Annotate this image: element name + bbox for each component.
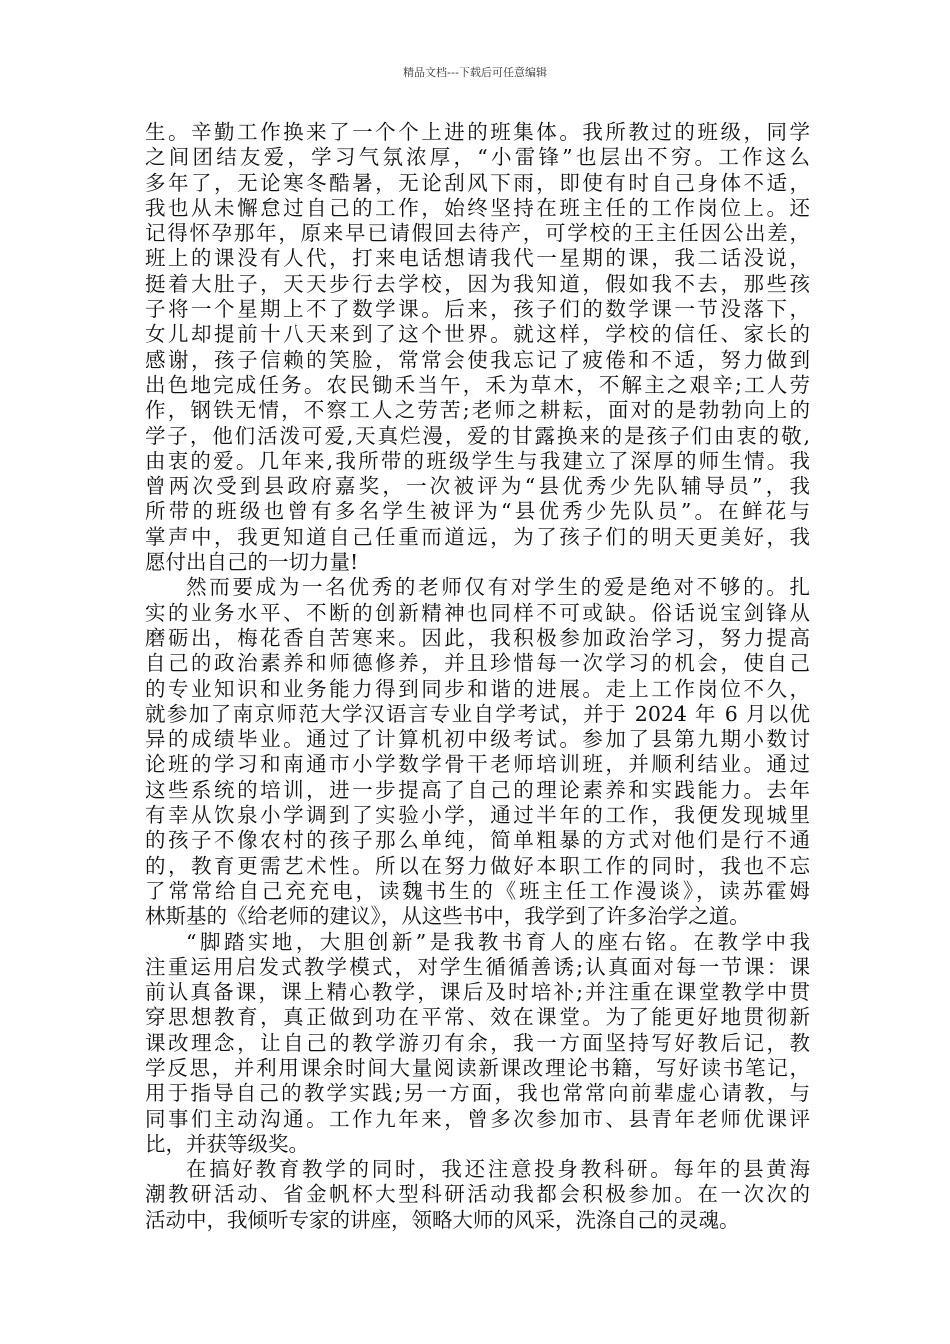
text-line: 之间团结友爱，学习气氛浓厚，“小雷锋”也层出不穷。工作这么 (145, 145, 810, 170)
text-line: 就参加了南京师范大学汉语言专业自学考试，并于 2024 年 6 月以优 (145, 701, 810, 726)
text-line: 子将一个星期上不了数学课。后来，孩子们的数学课一节没落下， (145, 297, 810, 322)
text-line: 愿付出自己的一切力量! (145, 550, 359, 575)
text-line: 感谢，孩子信赖的笑脸，常常会使我忘记了疲倦和不适，努力做到 (145, 347, 810, 372)
text-line: “脚踏实地，大胆创新”是我教书育人的座右铭。在教学中我 (186, 929, 810, 954)
text-line: 学子，他们活泼可爱,天真烂漫，爱的甘露换来的是孩子们由衷的敬, (145, 423, 810, 448)
text-line: 比，并获等级奖。 (145, 1131, 309, 1156)
text-line: 有幸从饮泉小学调到了实验小学，通过半年的工作，我便发现城里 (145, 803, 810, 828)
text-line: 实的业务水平、不断的创新精神也同样不可或缺。俗话说宝剑锋从 (145, 600, 810, 625)
page-header: 精品文档---下载后可任意编辑 (403, 66, 547, 79)
text-line: 然而要成为一名优秀的老师仅有对学生的爱是绝对不够的。扎 (186, 575, 810, 600)
text-line: 用于指导自己的教学实践;另一方面，我也常常向前辈虚心请教，与 (145, 1081, 810, 1106)
text-line: 生。辛勤工作换来了一个个上进的班集体。我所教过的班级，同学 (145, 120, 810, 144)
paragraph (145, 1157, 810, 1233)
text-line: 前认真备课，课上精心教学，课后及时培补;并注重在课堂教学中贯 (145, 980, 810, 1005)
text-line: 同事们主动沟通。工作九年来，曾多次参加市、县青年老师优课评 (145, 1106, 810, 1131)
text-line: 注重运用启发式教学模式，对学生循循善诱;认真面对每一节课：课 (145, 954, 810, 979)
text-line: 的孩子不像农村的孩子那么单纯，简单粗暴的方式对他们是行不通 (145, 828, 810, 853)
text-line: 这些系统的培训，进一步提高了自己的理论素养和实践能力。去年 (145, 777, 810, 802)
text-line: 的专业知识和业务能力得到同步和谐的进展。走上工作岗位不久， (145, 676, 810, 701)
text-line: 的，教育更需艺术性。所以在努力做好本职工作的同时，我也不忘 (145, 853, 810, 878)
text-line: 作，钢铁无情，不察工人之劳苦;老师之耕耘，面对的是勃勃向上的 (145, 398, 810, 423)
text-line: 所带的班级也曾有多名学生被评为“县优秀少先队员”。在鲜花与 (145, 499, 810, 524)
document-body (145, 120, 810, 1233)
text-line: 挺着大肚子，天天步行去学校，因为我知道，假如我不去，那些孩 (145, 271, 810, 296)
text-line: 自己的政治素养和师德修养，并且珍惜每一次学习的机会，使自己 (145, 651, 810, 676)
text-line: 出色地完成任务。农民锄禾当午，禾为草木，不解主之艰辛;工人劳 (145, 372, 810, 397)
text-line: 活动中，我倾听专家的讲座，领略大师的风采，洗涤自己的灵魂。 (145, 1207, 740, 1232)
text-line: 课改理念，让自己的教学游刃有余，我一方面坚持写好教后记，教 (145, 1030, 810, 1055)
text-line: 由衷的爱。几年来,我所带的班级学生与我建立了深厚的师生情。我 (145, 448, 810, 473)
text-line: 曾两次受到县政府嘉奖，一次被评为“县优秀少先队辅导员”，我 (145, 474, 810, 499)
text-line: 磨砺出，梅花香自苦寒来。因此，我积极参加政治学习，努力提高 (145, 625, 810, 650)
text-line: 林斯基的《给老师的建议》，从这些书中，我学到了许多治学之道。 (145, 904, 750, 929)
paragraph (145, 930, 810, 1158)
text-line: 掌声中，我更知道自己任重而道远，为了孩子们的明天更美好，我 (145, 524, 810, 549)
text-line: 论班的学习和南通市小学数学骨干老师培训班，并顺利结业。通过 (145, 752, 810, 777)
text-line: 多年了，无论寒冬酷暑，无论刮风下雨，即使有时自己身体不适， (145, 170, 810, 195)
paragraph (145, 120, 810, 575)
text-line: 班上的课没有人代，打来电话想请我代一星期的课，我二话没说， (145, 246, 810, 271)
text-line: 潮教研活动、省金帆杯大型科研活动我都会积极参加。在一次次的 (145, 1182, 810, 1207)
text-line: 记得怀孕那年，原来早已请假回去待产，可学校的王主任因公出差， (145, 221, 810, 246)
text-line: 穿思想教育，真正做到功在平常、效在课堂。为了能更好地贯彻新 (145, 1005, 810, 1030)
text-line: 我也从未懈怠过自己的工作，始终坚持在班主任的工作岗位上。还 (145, 195, 810, 220)
paragraph (145, 575, 810, 929)
text-line: 学反思，并利用课余时间大量阅读新课改理论书籍，写好读书笔记， (145, 1055, 810, 1080)
text-line: 了常常给自己充充电，读魏书生的《班主任工作漫谈》，读苏霍姆 (145, 878, 810, 903)
text-line: 异的成绩毕业。通过了计算机初中级考试。参加了县第九期小数讨 (145, 727, 810, 752)
text-line: 女儿却提前十八天来到了这个世界。就这样，学校的信任、家长的 (145, 322, 810, 347)
text-line: 在搞好教育教学的同时，我还注意投身教科研。每年的县黄海 (186, 1157, 810, 1182)
